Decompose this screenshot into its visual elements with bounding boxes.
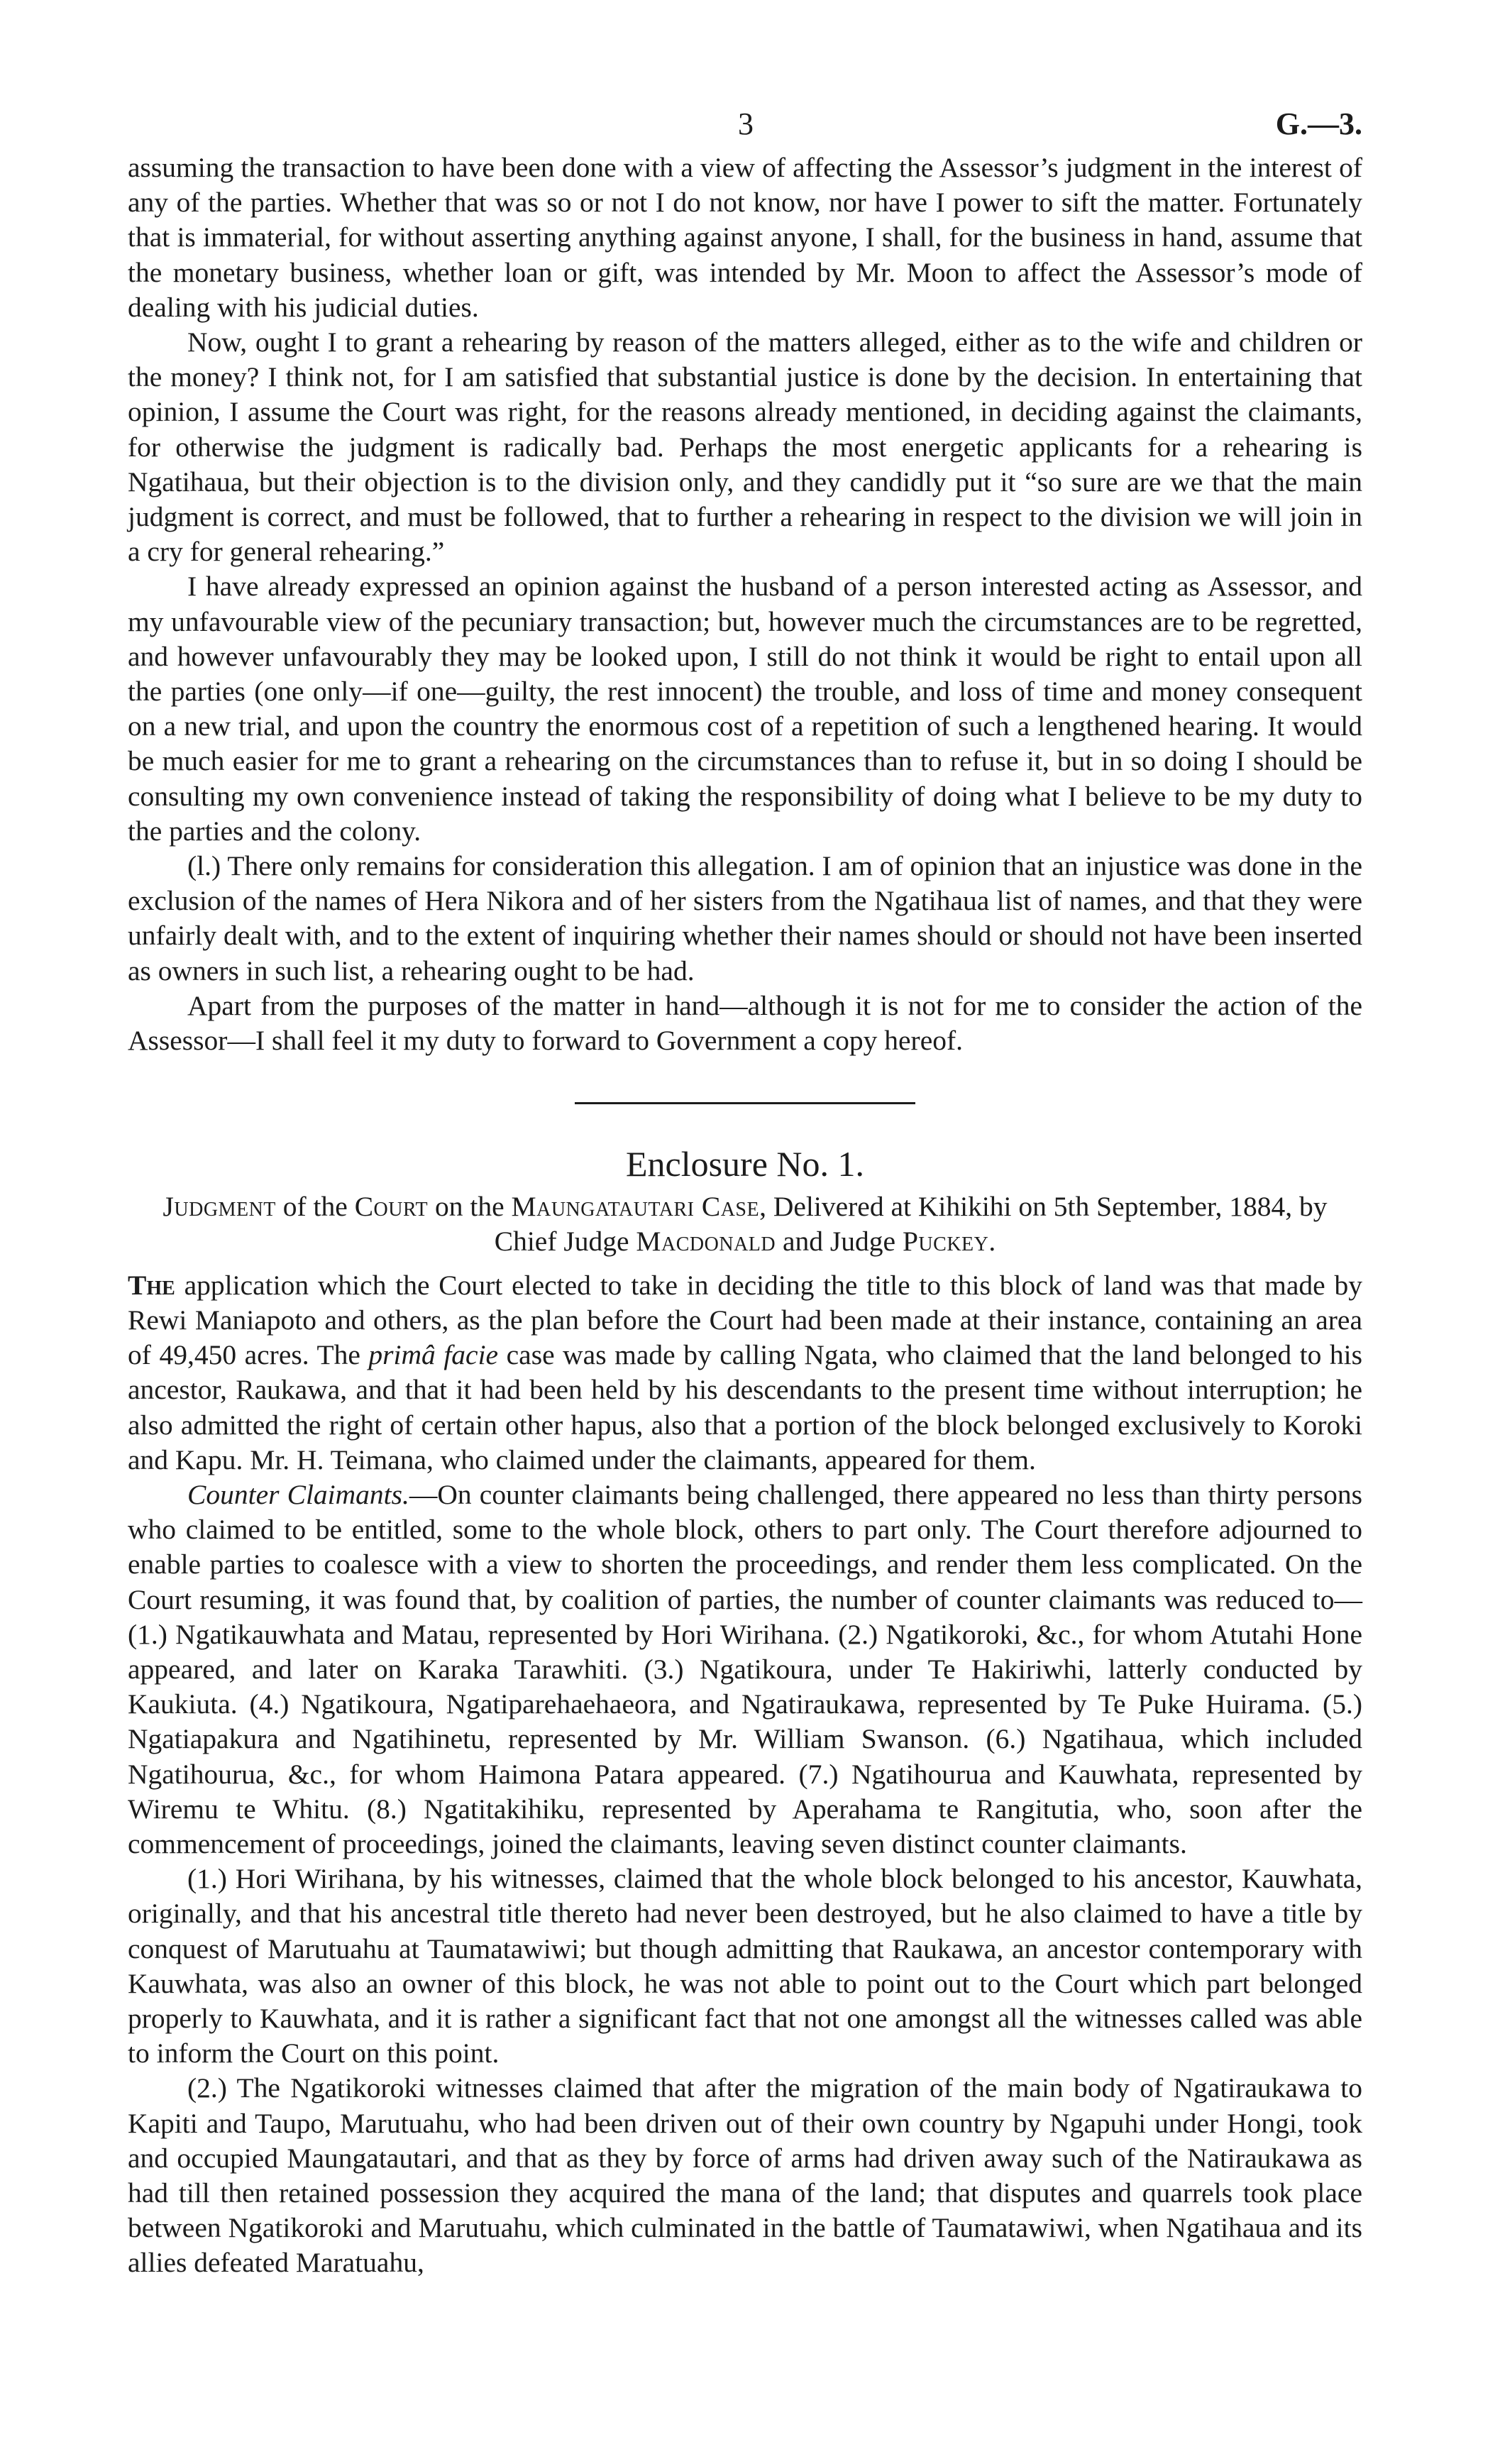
judge-name: Puckey <box>902 1226 989 1258</box>
paragraph: (l.) There only remains for consideration this allegation. I am of opinion that an injustice was done in the exclusion of the names of Hera Nikora and of her sisters from the Ngatihaua list of names, and that they were unfairly dealt with, and to the extent of inquiring whether their names should or should not have been inserted as owners in such list, a rehearing ought to be had. <box>128 850 1362 986</box>
page-number: 3 <box>738 106 754 141</box>
opening-first-word: The <box>128 1269 175 1301</box>
chief-judge-name: Macdonald <box>636 1226 776 1258</box>
enclosure-title: Enclosure No. 1. <box>625 1144 865 1184</box>
latin-phrase: primâ facie <box>368 1339 499 1371</box>
document-page <box>128 106 1362 2281</box>
case-name: Maungatautari Case <box>511 1191 760 1223</box>
page-header <box>128 106 1362 150</box>
paragraph: (2.) The Ngatikoroki witnesses claimed that after the migration of the main body of Ngatiraukawa to Kapiti and Taupo, Marutuahu, who had been driven out of their own country by Ngapuhi under Hongi, took and occupied Maungatautari, and that as they by force of arms had driven away such of the Natiraukawa as had till then retained possession they acquired the mana of the land; that disputes and quarrels took place between Ngatikoroki and Marutuahu, which culminated in the battle of Taumatawiwi, when Ngatihaua and its allies defeated Maratuahu, <box>128 2072 1362 2279</box>
paragraph: Apart from the purposes of the matter in hand—although it is not for me to consider the action of the Assessor—I shall feel it my duty to forward to Government a copy hereof. <box>128 989 1362 1057</box>
court-word: Court <box>354 1191 429 1223</box>
opening-paragraph: The application which the Court elected to take in deciding the title to this block of land was that made by Rewi Maniapoto and others, as the plan before the Court had been made at their instance, containing an area of 49,450 acres. The primâ facie case was made by calling Ngata, who claimed that the land belonged to his ancestor, Raukawa, and that it had been held by his descendants to the present time without interruption; he also admitted the right of certain other hapus, also that a portion of the block belonged exclusively to Koroki and Kapu. Mr. H. Teimana, who claimed under the claimants, appeared for them. <box>128 1269 1362 1475</box>
judgment-word: Judgment <box>162 1191 276 1223</box>
section-divider <box>575 1102 915 1104</box>
paragraph: I have already expressed an opinion against the husband of a person interested acting as Assessor, and my unfavourable view of the pecuniary transaction; but, however much the circumstances are to be regretted, and however unfavourably they may be looked upon, I still do not think it would be right to entail upon all the parties (one only—if one—guilty, the rest innocent) the trouble, and loss of time and money consequent on a new trial, and upon the country the enormous cost of a repetition of such a lengthened hearing. It would be much easier for me to grant a rehearing on the circumstances than to refuse it, but in so doing I should be consulting my own convenience instead of taking the responsibility of doing what I believe to be my duty to the parties and the colony. <box>128 571 1362 847</box>
judgment-heading: Judgment of the Court on the Maungatautari Case, Delivered at Kihikihi on 5th September, 1884, by Chief Judge Macdonald and Judge Puckey. <box>162 1191 1328 1258</box>
paragraph: assuming the transaction to have been done with a view of affecting the Assessor’s judgment in the interest of any of the parties. Whether that was so or not I do not know, nor have I power to sift the matter. Fortunately that is immaterial, for without asserting anything against anyone, I shall, for the business in hand, assume that the monetary business, whether loan or gift, was intended by Mr. Moon to affect the Assessor’s mode of dealing with his judicial duties. <box>128 152 1362 323</box>
counter-claimants-heading: Counter Claimants. <box>187 1478 409 1510</box>
paragraph: Now, ought I to grant a rehearing by reason of the matters alleged, either as to the wife and children or the money? I think not, for I am satisfied that substantial justice is done by the decision. In entertaining that opinion, I assume the Court was right, for the reasons already mentioned, in deciding against the claimants, for otherwise the judgment is radically bad. Perhaps the most energetic applicants for a rehearing is Ngatihaua, but their objection is to the division only, and they candidly put it “so sure are we that the main judgment is correct, and must be followed, that to further a rehearing in respect to the division we will join in a cry for general rehearing.” <box>128 326 1362 568</box>
counter-claimants-paragraph: Counter Claimants.—On counter claimants being challenged, there appeared no less than thirty persons who claimed to be entitled, some to the whole block, others to part only. The Court therefore adjourned to enable parties to coalesce with a view to shorten the proceedings, and render them less complicated. On the Court resuming, it was found that, by coalition of parties, the number of counter claimants was reduced to—(1.) Ngatikauwhata and Matau, represented by Hori Wirihana. (2.) Ngatikoroki, &c., for whom Atutahi Hone appeared, and later on Karaka Tarawhiti. (3.) Ngatikoura, under Te Hakiriwhi, latterly conducted by Kaukiuta. (4.) Ngatikoura, Ngatiparehaehaeora, and Ngatiraukawa, represented by Te Puke Huirama. (5.) Ngatiapakura and Ngatihinetu, represented by Mr. William Swanson. (6.) Ngatihaua, which included Ngatihourua, &c., for whom Haimona Patara appeared. (7.) Ngatihourua and Kauwhata, represented by Wiremu te Whitu. (8.) Ngatitakihiku, represented by Aperahama te Rangitutia, who, soon after the commencement of proceedings, joined the claimants, leaving seven distinct counter claimants. <box>128 1478 1362 1859</box>
document-reference: G.—3. <box>1275 106 1362 141</box>
paragraph: (1.) Hori Wirihana, by his witnesses, claimed that the whole block belonged to his ancestor, Kauwhata, originally, and that his ancestral title thereto had never been destroyed, but he also claimed to have a title by conquest of Marutuahu at Taumatawiwi; but though admitting that Raukawa, an ancestor contemporary with Kauwhata, was also an owner of this block, he was not able to point out to the Court which part belonged properly to Kauwhata, and it is rather a significant fact that not one amongst all the witnesses called was able to inform the Court on this point. <box>128 1863 1362 2069</box>
